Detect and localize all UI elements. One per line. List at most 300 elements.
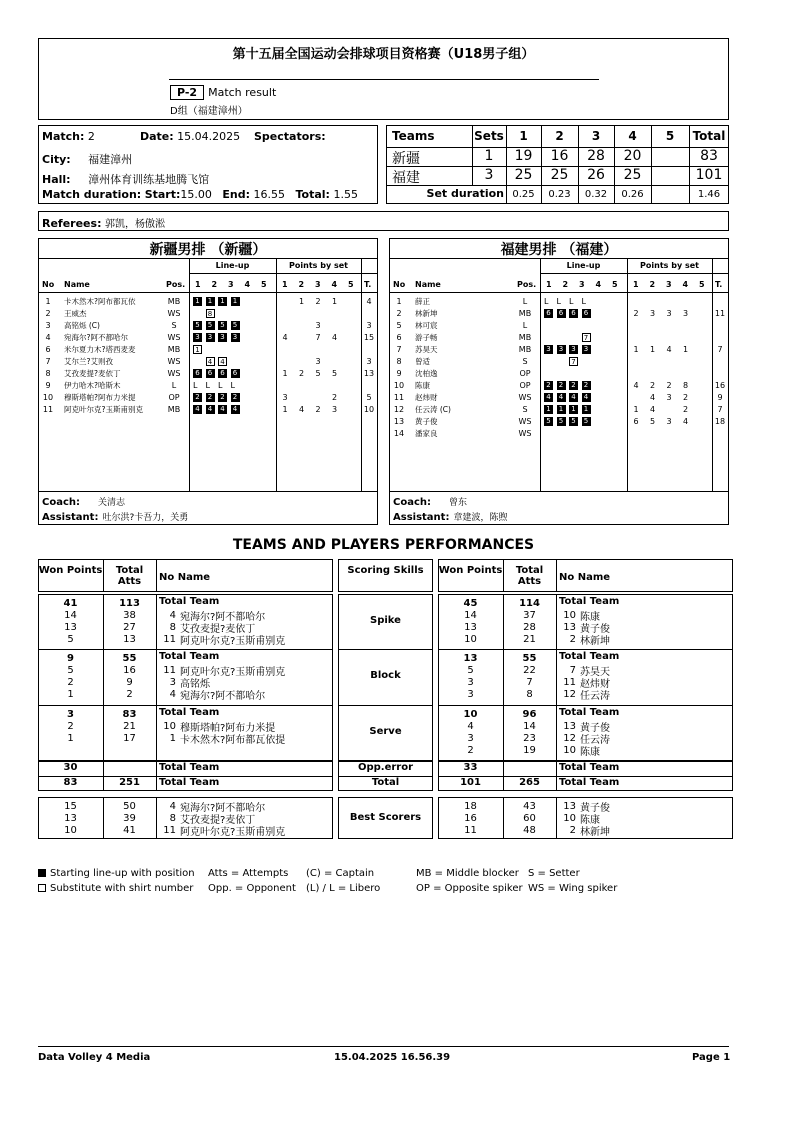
score-set-3: 28 — [587, 148, 605, 164]
lineup-start-square: 4 — [557, 393, 566, 402]
points-set-header: 3 — [315, 280, 321, 289]
points-set-4: 2 — [331, 393, 338, 402]
player-name: 潘家良 — [415, 429, 438, 438]
lineup-set-header: 2 — [562, 280, 569, 289]
player-pos: OP — [519, 381, 531, 390]
total-atts: 8 — [526, 689, 533, 700]
points-set-header: 2 — [298, 280, 305, 289]
lineup-start-square: 1 — [193, 297, 202, 306]
won-points: 4 — [467, 721, 474, 732]
lineup-start-square: 3 — [231, 333, 240, 342]
perf-hline — [438, 776, 733, 777]
player-no: 11 — [42, 405, 54, 414]
lineup-libero: L — [556, 297, 561, 306]
coach — [393, 495, 467, 508]
points-set-4: 2 — [682, 405, 689, 414]
score-total: 101 — [695, 167, 723, 183]
lineup-start-square: 3 — [193, 333, 202, 342]
player-line-total: Total Team — [559, 707, 620, 718]
score-header: 4 — [628, 129, 637, 143]
lineup-set-header: 3 — [579, 280, 585, 289]
player-pos: MB — [167, 405, 181, 414]
perf-vline — [556, 797, 557, 839]
lineup-start-square: 6 — [544, 309, 553, 318]
points-set-4: 4 — [331, 333, 338, 342]
col-pos-header: Pos. — [166, 280, 186, 289]
player-row — [39, 320, 377, 332]
total-won-b: 101 — [460, 777, 481, 788]
lineup-start-square: 4 — [544, 393, 553, 402]
total-atts: 17 — [123, 733, 136, 744]
player-pos: S — [522, 405, 528, 414]
player-line-no: 1 — [169, 733, 176, 744]
lineup-libero: L — [193, 381, 198, 390]
player-line-name: 任云涛 — [580, 691, 610, 702]
lineup-start-square: 3 — [569, 345, 578, 354]
score-vline — [651, 185, 652, 204]
player-line-no: 4 — [169, 610, 176, 621]
score-set-3: 26 — [587, 167, 605, 183]
won-points: 13 — [464, 622, 477, 633]
assistant — [42, 510, 188, 523]
player-name: 林新坤 — [415, 309, 438, 318]
lineup-start-square: 4 — [206, 405, 215, 414]
player-line-no: 11 — [563, 677, 576, 688]
col-pos-header: Pos. — [517, 280, 537, 289]
coach-label: Coach: — [393, 497, 432, 508]
title-rule — [39, 258, 377, 259]
best-name: 宛海尔?阿不都哈尔 — [180, 803, 266, 814]
legend-atts: Atts = Attempts — [208, 868, 289, 879]
player-total: 18 — [714, 417, 726, 426]
referees-label: Referees: — [42, 217, 102, 230]
perf-vline — [556, 559, 557, 592]
match-number: Match: 2 — [42, 130, 95, 143]
points-set-2: 2 — [298, 369, 305, 378]
points-set-1: 1 — [633, 405, 639, 414]
player-line-no: 4 — [169, 689, 176, 700]
player-pos: WS — [167, 369, 181, 378]
no-name-header: No Name — [559, 572, 611, 583]
total-atts: 21 — [523, 634, 536, 645]
total-atts-header: Total Atts — [515, 565, 544, 587]
player-total: 7 — [717, 405, 723, 414]
points-header: Points by set — [640, 261, 699, 270]
opp-error-a: 30 — [63, 762, 78, 773]
player-pos: L — [522, 297, 528, 306]
points-set-4: 1 — [682, 345, 689, 354]
best-scorers-skill-box — [338, 797, 433, 839]
points-set-4: 3 — [682, 309, 689, 318]
perf-vline — [503, 797, 504, 839]
points-set-1: 1 — [282, 405, 288, 414]
subheader-rule — [189, 273, 377, 274]
best-won: 15 — [64, 801, 77, 812]
skill-opp-error: Opp.error — [357, 762, 414, 773]
city: City: 福建漳州 — [42, 153, 133, 166]
player-line-name: 宛海尔?阿不都哈尔 — [180, 612, 266, 623]
player-no: 9 — [45, 381, 51, 390]
player-no: 6 — [45, 345, 51, 354]
player-name: 赵炜财 — [415, 393, 438, 402]
lineup-start-square: 3 — [218, 333, 227, 342]
coach — [42, 495, 125, 508]
player-line-no: 7 — [569, 665, 576, 676]
team-title: 新疆男排 （新疆） — [149, 242, 267, 258]
best-no: 13 — [563, 801, 576, 812]
score-header: Teams — [392, 129, 435, 143]
lineup-set-header: 4 — [595, 280, 602, 289]
player-total: 10 — [363, 405, 375, 414]
player-no: 11 — [393, 393, 405, 402]
score-set-4: 20 — [623, 148, 642, 164]
lineup-set-header: 4 — [244, 280, 251, 289]
points-set-header: 1 — [633, 280, 639, 289]
player-name: 米尔夏力木?塔西麦麦 — [64, 345, 136, 354]
points-set-3: 3 — [315, 357, 321, 366]
points-set-2: 4 — [649, 405, 656, 414]
score-hline — [386, 185, 729, 186]
player-row — [39, 356, 377, 368]
player-line-no: 2 — [569, 634, 576, 645]
player-line-no: 12 — [563, 689, 576, 700]
set-duration-total: 1.46 — [697, 189, 721, 200]
player-line-total: Total Team — [159, 596, 220, 607]
points-set-header: 5 — [699, 280, 705, 289]
lineup-start-square: 1 — [582, 405, 591, 414]
lineup-start-square: 5 — [557, 417, 566, 426]
score-set-1: 25 — [514, 167, 533, 183]
best-atts: 43 — [523, 801, 536, 812]
best-name: 阿克叶尔克?玉斯甫别克 — [180, 827, 286, 838]
lineup-start-square: 5 — [569, 417, 578, 426]
lineup-libero: L — [581, 297, 586, 306]
score-header: Sets — [474, 129, 504, 143]
player-row — [39, 344, 377, 356]
player-line-no: 13 — [563, 721, 576, 732]
lineup-start-square: 2 — [557, 381, 566, 390]
total-atts: 23 — [523, 733, 536, 744]
player-line-name: 卡木然木?阿布都瓦依提 — [180, 735, 286, 746]
skill-best-scorers: Best Scorers — [349, 812, 422, 823]
col-name-header: Name — [64, 280, 90, 289]
lineup-start-square: 2 — [544, 381, 553, 390]
assistant-label: Assistant: — [42, 512, 99, 523]
spectators-label: Spectators: — [254, 130, 326, 143]
points-set-2: 1 — [649, 345, 656, 354]
skill-total: Total — [371, 777, 400, 788]
lineup-start-square: 2 — [218, 393, 227, 402]
assistant — [393, 510, 507, 523]
perf-vline — [503, 559, 504, 592]
player-pos: WS — [167, 309, 181, 318]
lineup-set-header: 3 — [228, 280, 234, 289]
lineup-libero: L — [218, 381, 223, 390]
points-set-4: 1 — [331, 297, 338, 306]
group-label: D组（福建漳州） — [170, 106, 248, 117]
score-header: 2 — [555, 129, 564, 143]
lineup-start-square: 3 — [557, 345, 566, 354]
col-no-header: No — [393, 280, 406, 289]
best-won: 10 — [64, 825, 77, 836]
player-total: 3 — [366, 357, 372, 366]
perf-hline — [38, 776, 333, 777]
score-header: 3 — [591, 129, 601, 143]
legend-s: S = Setter — [528, 868, 580, 879]
score-set-1: 19 — [514, 148, 533, 164]
score-header: 5 — [665, 129, 675, 143]
player-total: 9 — [717, 393, 723, 402]
player-line-name: 赵炜财 — [580, 679, 610, 690]
player-name: 艾尔兰?艾则孜 — [64, 357, 113, 366]
lineup-start-square: 5 — [218, 321, 227, 330]
lineup-start-square: 6 — [193, 369, 202, 378]
score-total: 83 — [700, 148, 718, 164]
player-pos: WS — [518, 417, 532, 426]
legend — [38, 868, 738, 900]
total-atts: 28 — [523, 622, 536, 633]
player-pos: WS — [167, 333, 181, 342]
points-set-3: 4 — [666, 345, 672, 354]
points-set-4: 8 — [682, 381, 689, 390]
player-no: 10 — [42, 393, 54, 402]
best-scorers-box — [38, 797, 333, 839]
score-team-name: 福建 — [392, 170, 420, 186]
player-no: 2 — [396, 309, 402, 318]
player-row — [390, 380, 728, 392]
player-name: 黄子俊 — [415, 417, 438, 426]
lineup-sub-square: 7 — [569, 357, 578, 366]
lineup-libero: L — [569, 297, 574, 306]
best-scorers-box — [438, 797, 733, 839]
perf-hline — [438, 649, 733, 650]
lineup-start-square: 4 — [582, 393, 591, 402]
won-points: 1 — [67, 733, 74, 744]
best-won: 18 — [464, 801, 477, 812]
referees-value: 郭凯，杨傲淞 — [104, 219, 165, 230]
total-atts: 37 — [523, 610, 536, 621]
player-line-name: 苏昊天 — [580, 667, 610, 678]
points-set-header: 4 — [682, 280, 689, 289]
player-line-no: 3 — [169, 677, 176, 688]
score-header: 1 — [519, 129, 528, 143]
lineup-start-square: 5 — [193, 321, 202, 330]
player-pos: S — [171, 321, 177, 330]
player-no: 8 — [396, 357, 402, 366]
lineup-start-square: 4 — [218, 405, 227, 414]
player-line-no: 11 — [163, 634, 176, 645]
lineup-sub-square: 1 — [193, 345, 202, 354]
perf-vline — [556, 594, 557, 791]
won-points: 3 — [467, 689, 474, 700]
player-row — [39, 332, 377, 344]
best-no: 11 — [163, 825, 176, 836]
player-line-name: 阿克叶尔克?玉斯甫别克 — [180, 667, 286, 678]
opp-error-b: 33 — [463, 762, 478, 773]
player-line-name: 陈康 — [580, 612, 600, 623]
won-points: 14 — [64, 610, 77, 621]
player-line-no: 11 — [163, 665, 176, 676]
player-pos: MB — [518, 345, 532, 354]
scoring-skills-header-box — [338, 559, 433, 592]
no-name-header: No Name — [159, 572, 211, 583]
footer-timestamp: 15.04.2025 16.56.39 — [334, 1052, 451, 1063]
skills-main-box — [338, 594, 433, 761]
points-set-1: 3 — [282, 393, 288, 402]
won-points: 3 — [67, 709, 74, 720]
points-set-2: 4 — [649, 393, 656, 402]
total-atts: 19 — [523, 745, 536, 756]
player-row — [390, 392, 728, 404]
won-points: 3 — [467, 677, 474, 688]
player-total: 13 — [363, 369, 375, 378]
perf-header-box — [438, 559, 733, 592]
total-atts: 16 — [123, 665, 136, 676]
points-set-2: 3 — [649, 309, 656, 318]
won-points: 41 — [63, 598, 78, 609]
won-points: 2 — [467, 745, 474, 756]
won-points-header: Won Points — [38, 565, 103, 576]
coach-name: 关清志 — [98, 498, 126, 508]
player-row — [390, 416, 728, 428]
player-name: 林可宸 — [415, 321, 438, 330]
lineup-start-square: 5 — [206, 321, 215, 330]
lineup-start-square: 2 — [193, 393, 202, 402]
score-team-name: 新疆 — [392, 151, 420, 167]
best-atts: 48 — [523, 825, 536, 836]
lineup-start-square: 6 — [557, 309, 566, 318]
lineup-start-square: 3 — [206, 333, 215, 342]
best-name: 艾孜麦提?麦依丁 — [180, 815, 256, 826]
player-pos: WS — [518, 429, 532, 438]
lineup-start-square: 5 — [544, 417, 553, 426]
referees-box — [38, 211, 729, 231]
lineup-start-square: 2 — [569, 381, 578, 390]
perf-vline — [156, 594, 157, 791]
player-line-no: 12 — [563, 733, 576, 744]
assistant-label: Assistant: — [393, 512, 450, 523]
points-set-1: 4 — [633, 381, 639, 390]
player-total: 3 — [366, 321, 372, 330]
player-pos: MB — [167, 297, 181, 306]
player-no: 12 — [393, 405, 405, 414]
player-row — [390, 428, 728, 440]
player-row — [39, 308, 377, 320]
points-set-4: 2 — [682, 393, 689, 402]
total-atts: 55 — [522, 653, 537, 664]
lineup-start-square: 2 — [206, 393, 215, 402]
player-total: 5 — [366, 393, 372, 402]
player-row — [390, 368, 728, 380]
player-line-name: 黄子俊 — [580, 723, 610, 734]
score-sets: 1 — [484, 148, 494, 164]
won-points: 1 — [67, 689, 74, 700]
player-name: 任云涛 (C) — [415, 405, 451, 414]
total-atts-header: Total Atts — [115, 565, 144, 587]
player-row — [39, 392, 377, 404]
perf-hline — [38, 649, 333, 650]
won-points: 2 — [67, 677, 74, 688]
total-label-b: Total Team — [559, 777, 620, 788]
lineup-start-square: 2 — [231, 393, 240, 402]
points-set-header: 1 — [282, 280, 288, 289]
player-line-total: Total Team — [159, 651, 220, 662]
lineup-start-square: 3 — [544, 345, 553, 354]
player-name: 伊力哈木?哈斯木 — [64, 381, 121, 390]
skill-spike: Spike — [370, 614, 401, 626]
won-points: 5 — [467, 665, 474, 676]
player-no: 2 — [45, 309, 51, 318]
lineup-sub-square: 4 — [206, 357, 215, 366]
player-row — [390, 320, 728, 332]
points-set-2: 1 — [298, 297, 305, 306]
total-atts: 9 — [126, 677, 133, 688]
won-points: 2 — [67, 721, 74, 732]
points-set-header: 3 — [666, 280, 672, 289]
opp-error-b-label: Total Team — [559, 762, 620, 773]
player-pos: MB — [167, 345, 181, 354]
player-no: 10 — [393, 381, 405, 390]
total-atts: 38 — [123, 610, 136, 621]
lineup-start-square: 6 — [569, 309, 578, 318]
perf-vline — [503, 594, 504, 791]
won-points: 13 — [64, 622, 77, 633]
perf-header-box — [38, 559, 333, 592]
lineup-start-square: 1 — [206, 297, 215, 306]
lineup-libero: L — [544, 297, 549, 306]
legend-ws: WS = Wing spiker — [528, 883, 618, 894]
legend-opp: Opp. = Opponent — [208, 883, 296, 894]
perf-summary-box — [38, 761, 333, 791]
points-set-header: 4 — [331, 280, 338, 289]
points-set-2: 2 — [649, 381, 656, 390]
footer-page: Page 1 — [692, 1052, 731, 1063]
player-pos: L — [171, 381, 177, 390]
player-name: 艾孜麦提?麦依丁 — [64, 369, 121, 378]
total-atts: 13 — [123, 634, 136, 645]
legend-substitute: Substitute with shirt number — [50, 883, 194, 894]
perf-main-box — [438, 594, 733, 761]
player-line-name: 穆斯塔帕?阿布力米提 — [180, 723, 276, 734]
player-no: 7 — [45, 357, 51, 366]
perf-hline — [438, 705, 733, 706]
player-pos: L — [522, 321, 528, 330]
set-duration-4: 0.26 — [621, 189, 644, 200]
player-no: 3 — [45, 321, 51, 330]
player-name: 沈柏逸 — [415, 369, 438, 378]
points-set-2: 4 — [298, 405, 305, 414]
player-row — [390, 356, 728, 368]
lineup-header: Line-up — [566, 261, 601, 270]
score-set-2: 25 — [550, 167, 569, 183]
player-name: 卡木然木?阿布都瓦依 — [64, 297, 136, 306]
legend-starting: Starting line-up with position — [50, 868, 195, 879]
perf-vline — [103, 797, 104, 839]
match-duration: Match duration: Start:15.00 End: 16.55 Total: 1.55 — [42, 188, 358, 201]
best-atts: 60 — [523, 813, 536, 824]
player-name: 穆斯塔帕?阿布力米提 — [64, 393, 136, 402]
player-row — [390, 308, 728, 320]
player-line-name: 林新坤 — [580, 636, 610, 647]
opp-error-a-label: Total Team — [159, 762, 220, 773]
player-line-total: Total Team — [159, 707, 220, 718]
set-duration-label: Set duration — [426, 187, 504, 200]
footer-rule — [38, 1046, 729, 1047]
lineup-start-square: 1 — [569, 405, 578, 414]
lineup-start-square: 1 — [231, 297, 240, 306]
player-row — [390, 332, 728, 344]
best-atts: 39 — [123, 813, 136, 824]
